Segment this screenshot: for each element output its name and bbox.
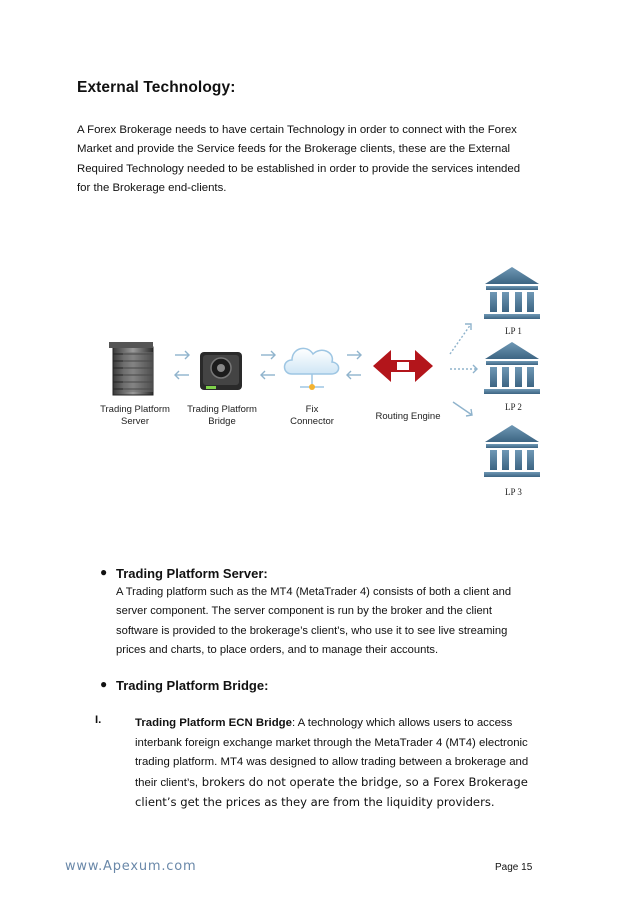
bidirectional-arrow-icon <box>261 351 275 379</box>
intro-line: A Forex Brokerage needs to have certain Technology in order to connect with the Forex <box>77 124 517 136</box>
bullet-line: prices and charts, to place orders, and to manage their accounts. <box>116 643 439 656</box>
intro-paragraph <box>77 121 547 198</box>
routing-arrow-icon <box>450 324 477 416</box>
node-label-line: Server <box>121 416 149 427</box>
bullet-heading: Trading Platform Bridge: <box>116 678 269 693</box>
item-line-rest: : A technology which allows users to access <box>291 717 513 729</box>
node-label-bridge <box>175 404 269 428</box>
item-line: trading platform. MT4 was designed to allow trading between a brokerage and <box>135 756 529 768</box>
bullet-line: A Trading platform such as the MT4 (MetaTrader 4) consists of both a client and <box>116 586 512 598</box>
node-label-line: Routing Engine <box>375 411 441 422</box>
bank-icon <box>484 342 540 394</box>
cloud-connector-icon <box>285 348 339 390</box>
bullet-line: server component. The server component is run by the broker and the client <box>116 605 493 618</box>
bullet-body <box>116 583 556 660</box>
item-numeral: I. <box>95 714 102 726</box>
intro-line: Market and provide the Service feeds for the Brokerage clients, these are the External <box>77 143 511 156</box>
node-label-fix <box>275 404 349 428</box>
intro-line: Required Technology needed to be established in order to provide the services intended <box>77 162 521 175</box>
lp-label: LP 2 <box>505 402 522 412</box>
section-title: External Technology: <box>77 79 236 96</box>
lp-label: LP 3 <box>505 487 522 497</box>
item-line: client’s get the prices as they are from the liquidity providers. <box>135 795 495 809</box>
server-rack-icon <box>109 342 153 395</box>
bidirectional-arrow-icon <box>347 351 361 379</box>
node-label-line: Bridge <box>208 416 236 427</box>
item-term: Trading Platform ECN Bridge <box>135 717 292 729</box>
bullet-icon: ● <box>100 565 108 579</box>
lp-label: LP 1 <box>505 326 522 336</box>
item-line <box>135 773 565 794</box>
bidirectional-arrow-icon <box>175 351 189 379</box>
footer-website-link[interactable]: www.Apexum.com <box>65 859 197 874</box>
node-label-line: Trading Platform <box>100 404 170 415</box>
architecture-diagram <box>85 262 565 512</box>
node-label-line: Trading Platform <box>187 404 257 415</box>
node-label-server <box>87 404 183 428</box>
item-line-part: their client’s, <box>135 776 199 789</box>
node-label-line: Fix <box>305 404 319 415</box>
routing-engine-icon <box>373 350 433 382</box>
bullet-icon: ● <box>100 677 108 691</box>
architecture-diagram-graphic <box>85 262 565 512</box>
item-line <box>135 714 565 734</box>
bank-icon <box>484 425 540 477</box>
node-label-line: Connector <box>290 416 334 427</box>
bank-icon <box>484 267 540 319</box>
intro-line: for the Brokerage end-clients. <box>77 181 227 194</box>
page-number: Page 15 <box>495 862 533 873</box>
node-label-routing <box>363 411 453 423</box>
numbered-item-body <box>135 714 565 813</box>
item-line-part: brokers do not operate the bridge, so a Forex Brokerage <box>198 774 528 789</box>
item-line: interbank foreign exchange market through the MetaTrader 4 (MT4) electronic <box>135 736 528 749</box>
bullet-line: software is provided to the brokerage’s client’s, who use it to see live streaming <box>116 624 508 637</box>
bridge-device-icon <box>200 352 242 390</box>
bullet-heading: Trading Platform Server: <box>116 566 268 581</box>
